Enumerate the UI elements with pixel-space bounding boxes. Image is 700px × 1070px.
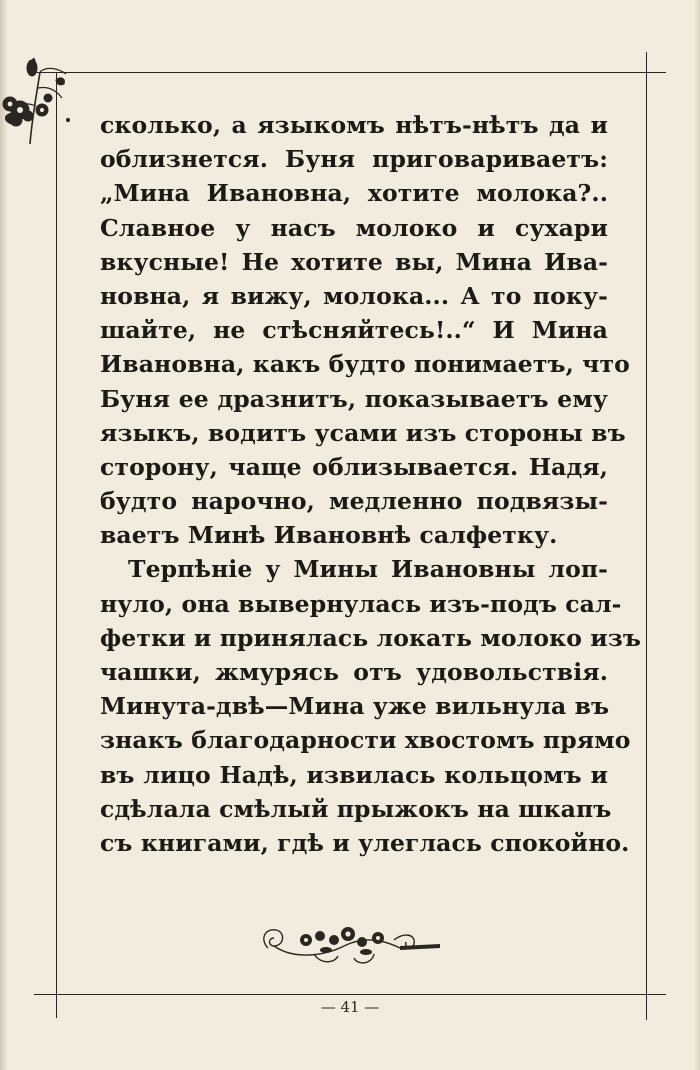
text-line: Ивановна, какъ будто понимаетъ, что: [100, 350, 630, 379]
frame-rule-top: [34, 72, 666, 73]
text-line: вкусные! Не хотите вы, Мина Ива-: [100, 247, 608, 276]
text-line: Терпѣніе у Мины Ивановны лоп-: [128, 555, 608, 584]
text-line: знакъ благодарности хвостомъ прямо: [100, 726, 631, 755]
text-line: сколько, а языкомъ нѣтъ-нѣтъ да и: [100, 111, 608, 139]
text-line: нуло, она вывернулась изъ-подъ сал-: [100, 589, 622, 618]
floral-corner-icon: [0, 58, 72, 146]
text-line: новна, я вижу, молока... А то поку-: [100, 281, 608, 310]
floral-tailpiece-icon: [254, 920, 444, 970]
frame-rule-right: [646, 52, 647, 998]
text-line: ваетъ Минѣ Ивановнѣ салфетку.: [100, 521, 558, 550]
text-line: чашки, жмурясь отъ удовольствія.: [100, 658, 608, 686]
text-line: Буня ее дразнитъ, показываетъ ему: [100, 384, 608, 413]
text-line: „Мина Ивановна, хотите молока?..: [100, 179, 608, 208]
frame-rule-left: [56, 72, 57, 998]
text-line: съ книгами, гдѣ и улеглась спокойно.: [100, 828, 630, 857]
text-line: облизнется. Буня приговариваетъ:: [100, 145, 608, 174]
text-line: Минута-двѣ—Мина уже вильнула въ: [100, 692, 610, 721]
page-number: — 41 —: [320, 998, 380, 1016]
text-line: сдѣлала смѣлый прыжокъ на шкапъ: [100, 794, 612, 823]
page-gutter-left: [0, 0, 8, 1070]
body-text: [100, 108, 642, 860]
text-line: въ лицо Надѣ, извилась кольцомъ и: [100, 760, 608, 789]
text-line: сторону, чаще облизывается. Надя,: [100, 452, 608, 481]
frame-rule-bottom: [34, 994, 666, 995]
text-line: языкъ, водитъ усами изъ стороны въ: [100, 418, 626, 447]
text-line: фетки и принялась локать молоко изъ: [100, 623, 642, 652]
text-line: шайте, не стѣсняйтесь!..“ И Мина: [100, 316, 608, 345]
text-line: Славное у насъ молоко и сухари: [100, 213, 608, 242]
text-line: будто нарочно, медленно подвязы-: [100, 487, 608, 516]
page-gutter-right: [694, 0, 700, 1070]
